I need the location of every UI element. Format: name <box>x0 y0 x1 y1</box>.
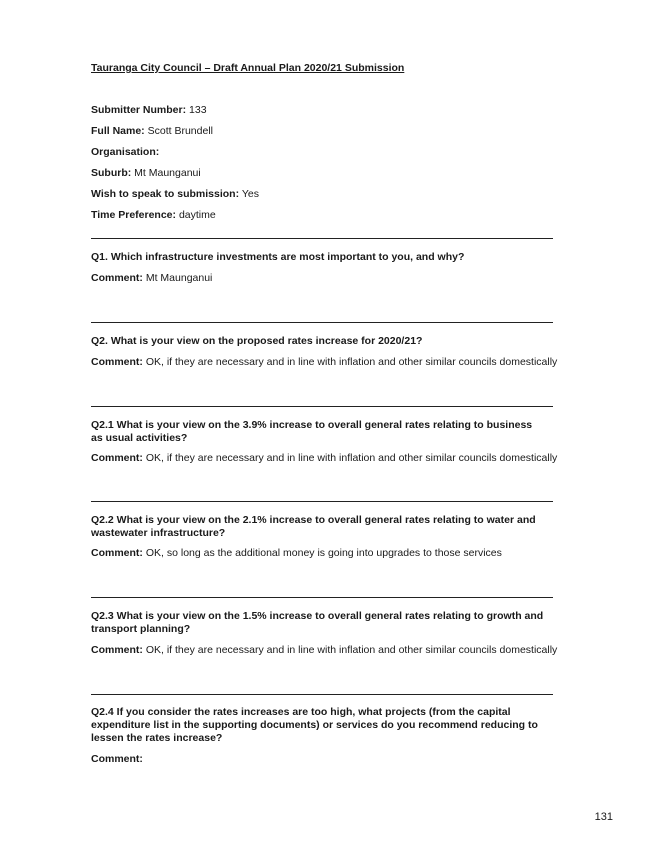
time-preference-value: daytime <box>178 209 216 221</box>
section-divider <box>91 501 553 502</box>
document-title: Tauranga City Council – Draft Annual Plan 2020/21 Submission <box>91 62 405 74</box>
page-number: 131 <box>594 811 613 823</box>
section-divider <box>91 406 553 407</box>
suburb-field <box>91 167 201 179</box>
comment-text: OK, if they are necessary and in line with inflation and other similar councils domestically <box>145 644 558 656</box>
question-q1: Q1. Which infrastructure investments are most important to you, and why? <box>91 251 465 263</box>
full-name-value: Scott Brundell <box>147 125 213 137</box>
comment-text: OK, if they are necessary and in line with inflation and other similar councils domestically <box>145 356 558 368</box>
comment-q1 <box>91 272 553 284</box>
organisation-field <box>91 146 159 158</box>
section-divider <box>91 322 553 323</box>
comment-label: Comment: <box>91 272 143 284</box>
section-divider <box>91 694 553 695</box>
full-name-label: Full Name: <box>91 125 145 137</box>
speak-to-submission-label: Wish to speak to submission: <box>91 188 240 200</box>
time-preference-label: Time Preference: <box>91 209 177 221</box>
organisation-label: Organisation: <box>91 146 160 158</box>
speak-to-submission-field <box>91 188 259 200</box>
section-divider <box>91 597 553 598</box>
submitter-number-field <box>91 104 207 116</box>
suburb-value: Mt Maunganui <box>134 167 201 179</box>
comment-q2 <box>91 356 558 368</box>
comment-q2-4 <box>91 753 553 765</box>
submitter-number-label: Submitter Number: <box>91 104 187 116</box>
comment-q2-3 <box>91 644 558 656</box>
comment-text: OK, so long as the additional money is going into upgrades to those services <box>145 547 502 559</box>
comment-text: OK, if they are necessary and in line with inflation and other similar councils domestically <box>145 452 558 464</box>
section-divider <box>91 238 553 239</box>
comment-label: Comment: <box>91 644 143 656</box>
comment-label: Comment: <box>91 452 143 464</box>
speak-to-submission-value: Yes <box>241 188 259 200</box>
question-q2-1: Q2.1 What is your view on the 3.9% increase to overall general rates relating to business as usual activities? <box>91 419 533 444</box>
comment-q2-1 <box>91 452 558 464</box>
time-preference-field <box>91 209 216 221</box>
question-q2-3: Q2.3 What is your view on the 1.5% increase to overall general rates relating to growth and transport planning? <box>91 610 544 635</box>
question-q2-2: Q2.2 What is your view on the 2.1% increase to overall general rates relating to water and wastewater infrastructure? <box>91 514 536 539</box>
comment-q2-2 <box>91 547 553 559</box>
question-q2: Q2. What is your view on the proposed rates increase for 2020/21? <box>91 335 423 347</box>
full-name-field <box>91 125 213 137</box>
submitter-number-value: 133 <box>189 104 207 116</box>
comment-text: Mt Maunganui <box>145 272 213 284</box>
comment-label: Comment: <box>91 753 143 765</box>
comment-label: Comment: <box>91 356 143 368</box>
comment-label: Comment: <box>91 547 143 559</box>
question-q2-4: Q2.4 If you consider the rates increases are too high, what projects (from the capital expenditure list in the supporting documents) or services do you recommend reducing to lessen the rates increase? <box>91 706 538 744</box>
suburb-label: Suburb: <box>91 167 132 179</box>
